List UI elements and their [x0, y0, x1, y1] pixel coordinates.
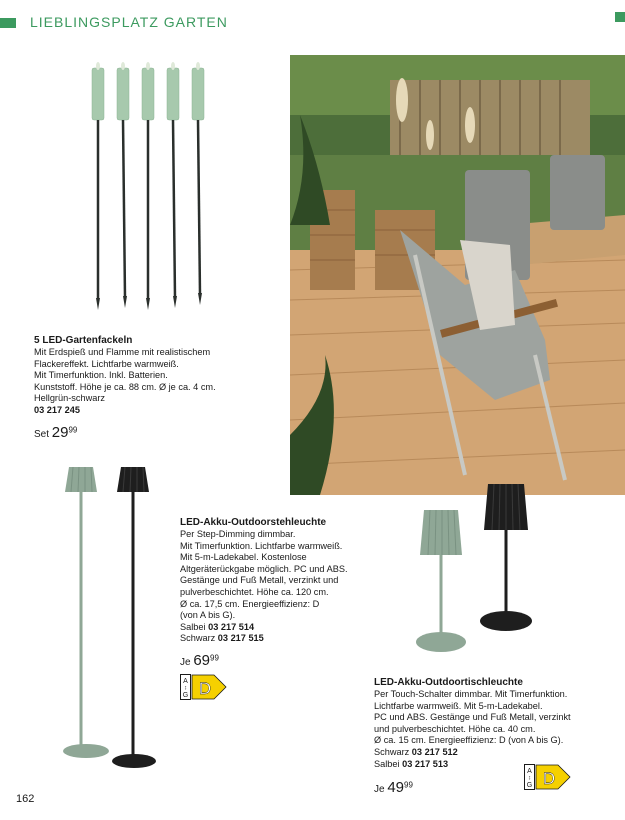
price-prefix: Set: [34, 429, 50, 440]
product-title: LED-Akku-Outdoortischleuchte: [374, 677, 523, 688]
garden-terrace-photo: [290, 55, 625, 495]
garden-torches-image: [88, 60, 218, 315]
price-main: 29: [51, 424, 69, 441]
desc-line: und pulverbeschichtet. Höhe ca. 40 cm.: [374, 723, 536, 734]
desc-line: Gestänge und Fuß Metall, verzinkt und: [180, 575, 339, 586]
desc-line: Hellgrün-schwarz: [34, 393, 105, 404]
desc-line: pulverbeschichtet. Höhe ca. 120 cm.: [180, 586, 329, 597]
energy-scale-top: A: [527, 768, 532, 775]
product-floor-lamp: [180, 516, 348, 645]
desc-line: Ø ca. 17,5 cm. Energieeffizienz: D: [180, 598, 320, 609]
desc-line: Mit Erdspieß und Flamme mit realistischem: [34, 347, 211, 357]
energy-label-table-lamp: [524, 764, 574, 795]
variant-label: Schwarz: [180, 633, 216, 644]
svg-text:↕: ↕: [184, 685, 187, 692]
desc-line: Mit 5-m-Ladekabel. Kostenlose: [180, 552, 307, 563]
price-floor-lamp: [180, 652, 219, 669]
desc-line: (von A bis G).: [180, 610, 236, 621]
price-prefix: Je: [374, 784, 385, 795]
variant-line: [374, 747, 571, 759]
svg-text:↕: ↕: [528, 775, 531, 782]
desc-line: Ø ca. 15 cm. Energieeffizienz: D (von A bis G).: [374, 735, 564, 746]
desc-line: PC und ABS. Gestänge und Fuß Metall, verzinkt: [374, 712, 571, 723]
energy-class: D: [542, 769, 556, 788]
product-garden-torches: [34, 334, 216, 417]
variant-line: [180, 622, 348, 634]
price-prefix: Je: [180, 657, 191, 668]
energy-scale-bottom: G: [526, 782, 533, 789]
desc-line: Altgeräterückgabe möglich. PC und ABS.: [180, 563, 348, 574]
corner-marker: [615, 12, 625, 22]
desc-line: Per Touch-Schalter dimmbar. Mit Timerfunktion.: [374, 689, 568, 699]
product-title: 5 LED-Gartenfackeln: [34, 335, 133, 346]
desc-line: Flackereffekt. Lichtfarbe warmweiß.: [34, 358, 179, 369]
article-number: 03 217 515: [217, 633, 264, 644]
energy-scale-top: A: [183, 678, 188, 685]
price-cents: 99: [68, 425, 78, 435]
price-cents: 99: [404, 780, 413, 790]
article-number: 03 217 514: [208, 621, 255, 632]
page-number: 162: [16, 793, 35, 805]
desc-line: Mit Timerfunktion. Lichtfarbe warmweiß.: [180, 540, 343, 551]
product-table-lamp: [374, 676, 571, 770]
desc-line: Lichtfarbe warmweiß. Mit 5-m-Ladekabel.: [374, 700, 543, 711]
energy-scale-bottom: G: [182, 692, 189, 699]
price-torches: [34, 424, 77, 441]
variant-label: Salbei: [180, 621, 206, 632]
header-accent-bar: [0, 18, 16, 28]
desc-line: Mit Timerfunktion. Inkl. Batterien.: [34, 370, 168, 381]
article-number: 03 217 512: [411, 746, 458, 757]
price-main: 69: [193, 652, 211, 669]
price-table-lamp: [374, 779, 413, 796]
desc-line: Per Step-Dimming dimmbar.: [180, 529, 296, 539]
energy-label-floor-lamp: [180, 674, 230, 705]
table-lamps-image: [408, 478, 543, 658]
floor-lamps-image: [55, 455, 165, 775]
energy-class: D: [198, 679, 212, 698]
product-title: LED-Akku-Outdoorstehleuchte: [180, 517, 327, 528]
article-number: 03 217 245: [34, 404, 80, 415]
article-number: 03 217 513: [402, 758, 449, 769]
variant-label: Schwarz: [374, 746, 410, 757]
variant-label: Salbei: [374, 758, 400, 769]
desc-line: Kunststoff. Höhe je ca. 88 cm. Ø je ca. 4 cm.: [34, 381, 216, 392]
price-cents: 99: [210, 653, 219, 663]
price-main: 49: [387, 779, 405, 796]
variant-line: [180, 633, 348, 645]
page-header-title: LIEBLINGSPLATZ GARTEN: [30, 14, 228, 30]
